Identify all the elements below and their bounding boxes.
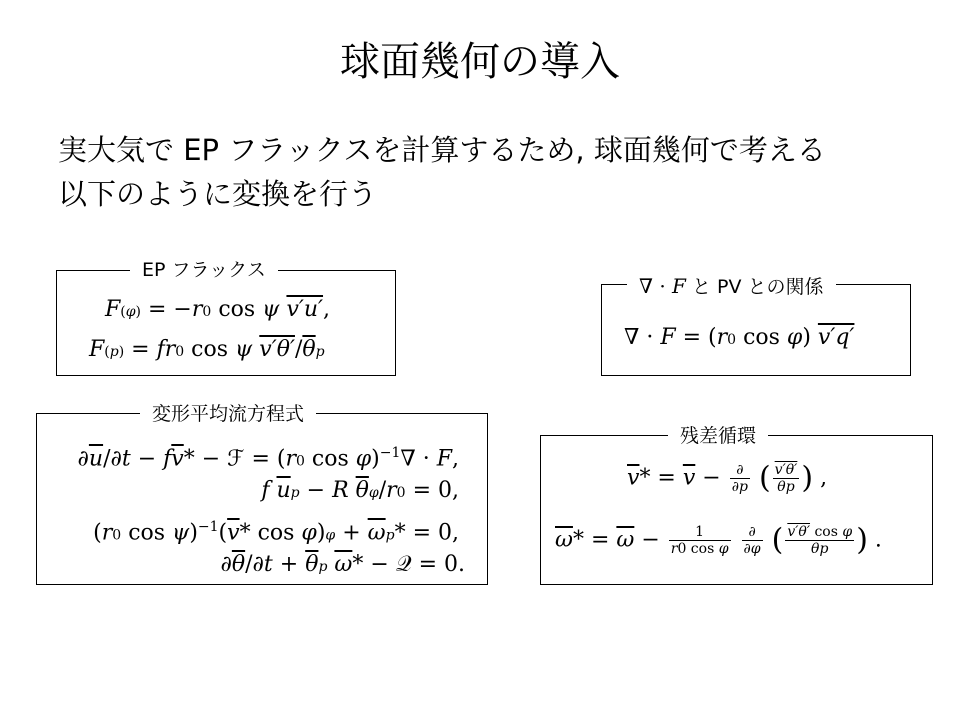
tem-eq-3: (r0 $\cos \psi)^{-1}(\overline{v}*$ $\cos \varphi)\varphi + \overline{\omega}p* = 0$, — [93, 519, 459, 546]
tem-equations-box — [36, 413, 488, 585]
divergence-eq: ∇ · F = (r0 cos φ) v′q′ — [624, 325, 855, 350]
divergence-pv-label — [627, 273, 836, 299]
page-title: 球面幾何の導入 — [340, 39, 620, 85]
ep-flux-eq-1: F(φ) = −r0 cos ψ v′u′, — [105, 297, 331, 322]
ep-flux-box — [56, 270, 396, 376]
divergence-label-text: と PV との関係 — [691, 276, 824, 298]
tem-eq-1: $\partial\overline{u}/\partial t - f\overline{v}*$ − ℱ = (r0 cos φ)$^{-1}$∇ · F, — [77, 445, 459, 472]
tem-label: 変形平均流方程式 — [140, 402, 316, 426]
intro-line-2: 以下のように変換を行う — [58, 177, 378, 211]
tem-eq-4: $\partial\overline{\theta}/\partial t + \overline{\theta}p$ $\overline{\omega}*$ − 𝒬 = 0. — [220, 552, 465, 577]
tem-eq-2: f $\overline{u}p - R$ $\overline{\theta}\varphi/r0 = 0$, — [261, 478, 459, 503]
residual-eq-2: $\overline{\omega}* = \overline{\omega}$ − $\frac{1}{\text{r0 cos φ}}$ $\frac{\partial}{\partial\varphi}$ ( $\frac{\text{v′θ′ cos φ}}{\overline{\theta}p}$ ) . — [555, 522, 882, 558]
intro-line-1: 実大気で EP フラックスを計算するため, 球面幾何で考える — [58, 133, 826, 167]
ep-flux-label: EP フラックス — [130, 258, 278, 282]
residual-label: 残差循環 — [668, 424, 768, 448]
residual-circulation-box — [540, 435, 933, 585]
ep-flux-eq-2: F(p) = fr0 cos ψ $v'\theta'/\overline{\theta}p$ — [89, 337, 325, 362]
divergence-label-math: ∇ · F — [639, 274, 686, 298]
residual-eq-1: $\overline{v}* = \overline{v}$ − $\frac{\partial}{\partial p}$ ( $\frac{v'\theta'}{\overline{\theta}p}$ ) , — [627, 460, 828, 496]
